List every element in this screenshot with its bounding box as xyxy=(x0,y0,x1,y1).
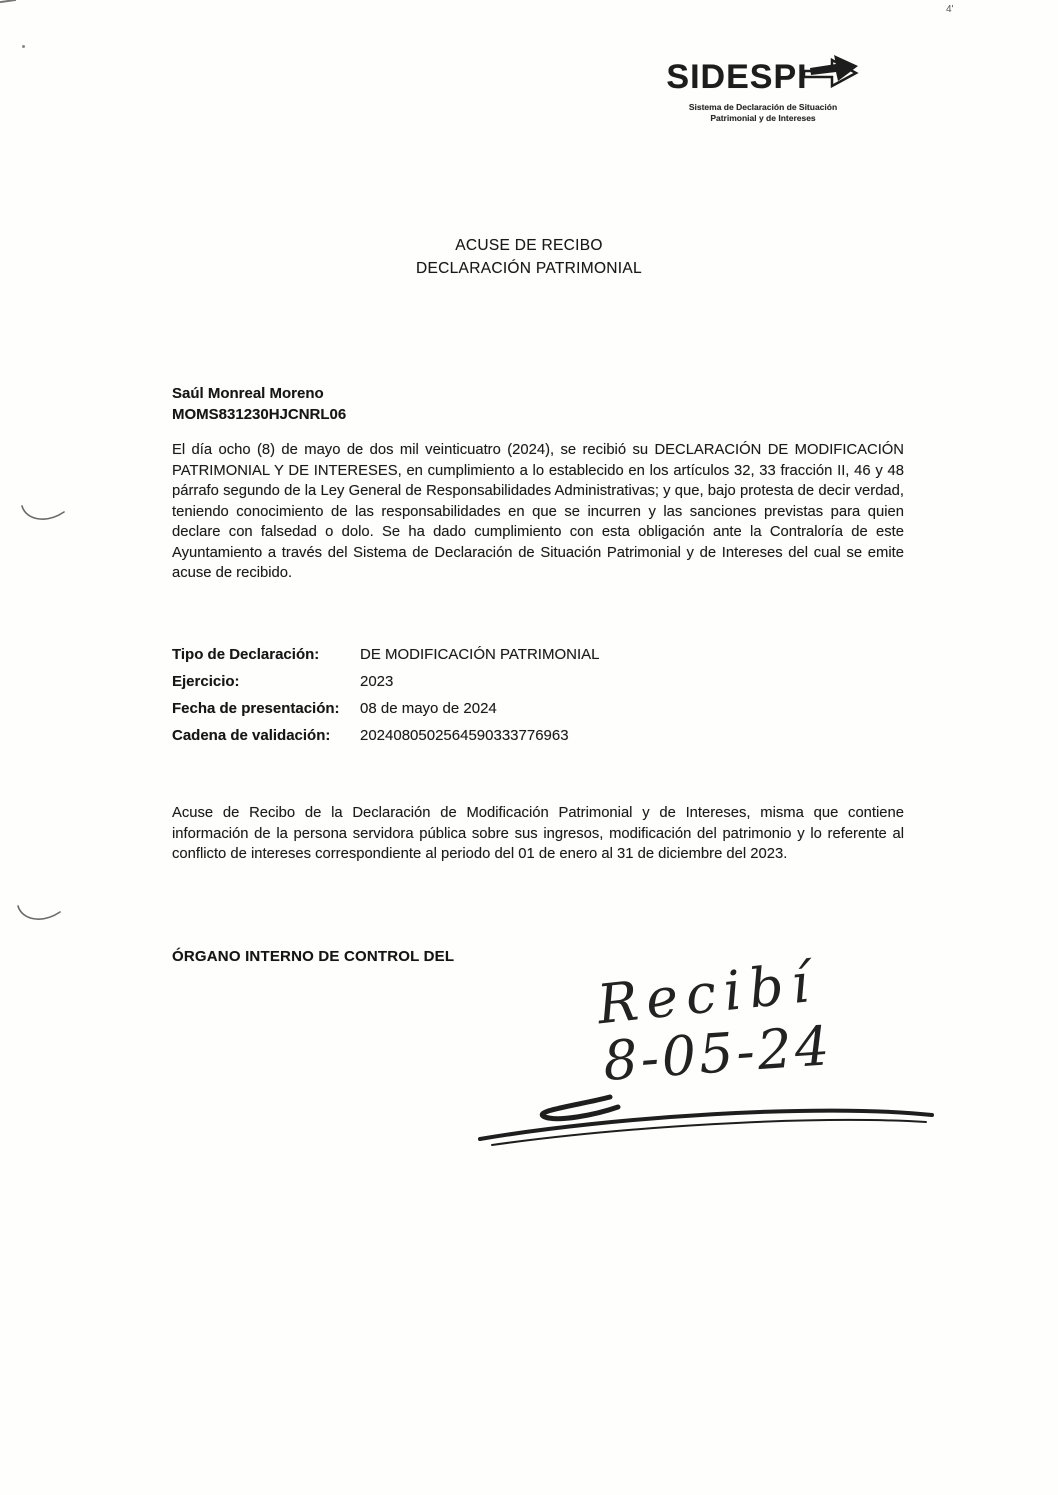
office-line: ÓRGANO INTERNO DE CONTROL DEL xyxy=(172,948,455,965)
field-row-fecha xyxy=(172,699,599,719)
field-label: Tipo de Declaración: xyxy=(172,646,320,663)
field-row-cadena xyxy=(172,726,599,746)
field-value: 2023 xyxy=(360,673,394,690)
arrow-icon xyxy=(802,51,860,100)
logo-subtitle-line1: Sistema de Declaración de Situación xyxy=(688,102,838,112)
handwritten-date: 8-05-24 xyxy=(601,1014,835,1093)
logo-brand-text: SIDESPI xyxy=(666,58,808,96)
field-value: 2024080502564590333776963 xyxy=(360,727,569,744)
recipient-block xyxy=(172,383,346,425)
scan-artifact-corner-mark: 4' xyxy=(946,4,954,15)
field-label: Cadena de validación: xyxy=(172,727,331,744)
recipient-id: MOMS831230HJCNRL06 xyxy=(172,406,347,423)
signature-flourish xyxy=(460,1075,960,1165)
field-value: 08 de mayo de 2024 xyxy=(360,700,497,717)
closing-paragraph: Acuse de Recibo de la Declaración de Modificación Patrimonial y de Intereses, misma que contiene información de la persona servidora pública sobre sus ingresos, modificación del patrimonio y lo referente al conflicto de intereses correspondiente al periodo del 01 de enero al 31 de diciembre del 2023. xyxy=(172,805,904,862)
title-line1: ACUSE DE RECIBO xyxy=(455,237,603,254)
field-row-ejercicio xyxy=(172,672,599,692)
body-paragraph: El día ocho (8) de mayo de dos mil veinticuatro (2024), se recibió su DECLARACIÓN DE MODIFICACIÓN PATRIMONIAL Y DE INTERESES, en cumplimiento a lo establecido en los artículos 32, 33 fracción II, 46 y 48 párrafo segundo de la Ley General de Responsabilidades Administrativas; y que, bajo protesta de decir verdad, teniendo conocimiento de las responsabilidades en que se incurren y las sanciones previstas para quien declare con falsedad o dolo. Se ha dado cumplimiento con esta obligación ante la Contraloría de este Ayuntamiento a través del Sistema de Declaración de Situación Patrimonial y de Intereses del cual se emite acuse de recibido. xyxy=(172,442,904,581)
document-title xyxy=(0,234,1058,280)
scan-artifact-pen-curve-1 xyxy=(18,498,68,528)
logo-subtitle-line2: Patrimonial y de Intereses xyxy=(710,113,816,123)
field-label: Fecha de presentación: xyxy=(172,700,340,717)
sidespi-logo xyxy=(648,55,878,124)
scan-artifact-dot xyxy=(22,45,25,48)
logo-subtitle xyxy=(648,102,878,124)
handwritten-recibi: Recibí xyxy=(594,950,820,1037)
title-line2: DECLARACIÓN PATRIMONIAL xyxy=(416,260,642,277)
scan-artifact-dash xyxy=(0,0,16,3)
scan-artifact-pen-curve-2 xyxy=(14,898,64,928)
field-label: Ejercicio: xyxy=(172,673,240,690)
recipient-name: Saúl Monreal Moreno xyxy=(172,385,324,402)
field-row-tipo xyxy=(172,645,599,665)
field-value: DE MODIFICACIÓN PATRIMONIAL xyxy=(360,646,600,663)
declaration-fields xyxy=(172,645,599,753)
